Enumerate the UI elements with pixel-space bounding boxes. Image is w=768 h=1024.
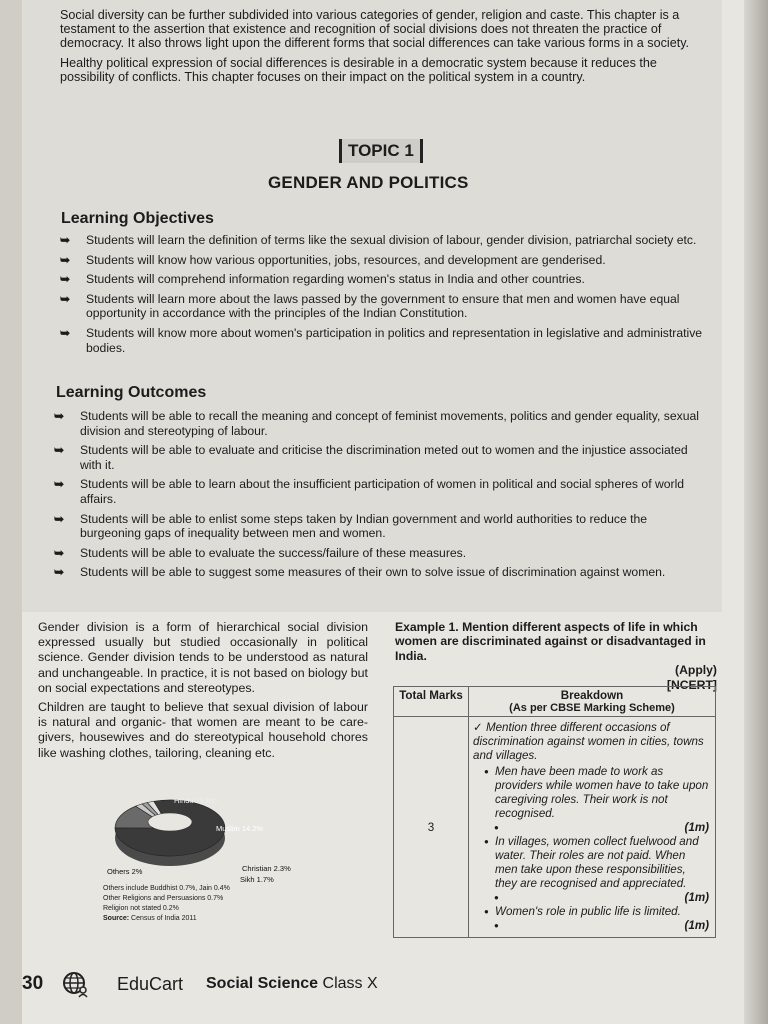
example-text: Mention different aspects of life in which women are discriminated against or disadvantaged in India.	[395, 620, 706, 663]
list-item: ➥ Students will be able to enlist some steps taken by Indian government and world authorities to reduce the burgeoning gaps of inequality between men and women.	[54, 511, 648, 541]
example-question	[395, 620, 717, 692]
arrow-icon: ➥	[60, 252, 71, 267]
chart-note: Other Religions and Persuasions 0.7%	[103, 895, 224, 902]
arrow-icon: ➥	[60, 325, 71, 340]
col-total-marks: Total Marks	[394, 687, 469, 717]
pie-label-others: Others 2%	[107, 867, 143, 876]
pie-label-hindu: Hindu 79.8%	[174, 796, 217, 805]
list-item: ➥ Students will be able to suggest some measures of their own to solve issue of discrimination against women.	[54, 565, 666, 580]
pie-label-sikh: Sikh 1.7%	[240, 875, 274, 884]
chart-notes	[103, 884, 230, 924]
topic-title: GENDER AND POLITICS	[268, 173, 469, 192]
chart-note: Religion not stated 0.2%	[103, 905, 179, 912]
list-item: ➥ Students will comprehend information regarding women's status in India and other countries.	[60, 272, 585, 287]
list-item: ➥ Students will be able to recall the meaning and concept of feminist movements, politics and gender equality, sexual division and stereotyping of labour.	[54, 409, 699, 438]
list-item: ➥ Students will be able to learn about the insufficient participation of women in political and social spheres of world affairs.	[54, 477, 685, 506]
list-item: ● In villages, women collect fuelwood and water. Their roles are not paid. When men take upon these responsibilities, they are recognised and appreciated. ● (1m)	[485, 835, 709, 905]
breakdown-cell	[469, 717, 716, 938]
religion-pie-chart	[100, 786, 300, 884]
list-item: ➥ Students will know how various opportunities, jobs, resources, and development are genderised.	[60, 252, 606, 267]
intro-paragraph-2: Healthy political expression of social differences is desirable in a democratic system because it reduces the possibility of conflicts. This chapter focuses on their impact on the political system in a country.	[60, 55, 657, 84]
objectives-list	[60, 233, 706, 360]
total-marks-value: 3	[394, 717, 469, 938]
pie-hole	[148, 813, 192, 831]
body-paragraph-2: Children are taught to believe that sexual division of labour is natural and organic- that women are meant to be care-givers, housewives and do stereotypical household chores like washing clothes, tailoring, cleaning etc.	[38, 700, 368, 760]
example-title: Example 1.	[395, 620, 459, 634]
arrow-icon: ➥	[54, 545, 65, 560]
list-item: ➥ Students will be able to evaluate the success/failure of these measures.	[54, 545, 467, 560]
arrow-icon: ➥	[60, 272, 71, 287]
chart-note: Others include Buddhist 0.7%, Jain 0.4%	[103, 885, 230, 892]
marking-table	[393, 686, 716, 938]
body-paragraph-1: Gender division is a form of hierarchical social division expressed usually but studied occasionally in political science. Gender division tends to be understood as natural and unchangeable. In practice, it is not based on biology but on social expectations and stereotypes.	[38, 620, 368, 695]
body-text	[38, 620, 368, 765]
example-level: (Apply)	[675, 663, 717, 678]
arrow-icon: ➥	[54, 477, 65, 492]
breakdown-intro: ✓ Mention three different occasions of discrimination against women in cities, towns and villages.	[473, 721, 704, 762]
pie-label-christian: Christian 2.3%	[242, 864, 291, 873]
chart-source: Source: Census of India 2011	[103, 915, 197, 922]
list-item: ● Men have been made to work as providers while women have to take upon caregiving roles. Their work is not recognised. ● (1m)	[485, 765, 709, 835]
arrow-icon: ➥	[54, 511, 65, 526]
objectives-heading: Learning Objectives	[61, 210, 214, 227]
topic-label: TOPIC 1	[339, 139, 423, 163]
page-edge-shadow	[744, 0, 768, 1024]
arrow-icon: ➥	[54, 443, 65, 458]
arrow-icon: ➥	[54, 409, 65, 423]
outcomes-heading: Learning Outcomes	[56, 384, 207, 401]
list-item: ➥ Students will learn the definition of terms like the sexual division of labour, gender division, patriarchal society etc.	[60, 233, 697, 247]
list-item: ➥ Students will learn more about the laws passed by the government to ensure that men and women have equal opportunity in accordance with the principles of the Indian Constitution.	[60, 291, 680, 321]
arrow-icon: ➥	[54, 565, 65, 580]
pie-label-muslim: Muslim 14.2%	[216, 824, 264, 833]
list-item: ● Women's role in public life is limited. ● (1m)	[485, 905, 709, 933]
example-ref: [NCERT]	[666, 677, 717, 692]
list-item: ➥ Students will be able to evaluate and criticise the discrimination meted out to women and the injustice associated with it.	[54, 443, 688, 472]
arrow-icon: ➥	[60, 233, 71, 247]
breakdown-points	[473, 765, 709, 933]
intro-paragraph-1: Social diversity can be further subdivided into various categories of gender, religion and caste. This chapter is a testament to the assertion that existence and recognition of social divisions does not threaten the practice of democracy. It also throws light upon the different forms that social differences can take various forms in a society.	[60, 8, 690, 51]
check-icon: ✓	[473, 721, 483, 734]
globe-icon	[62, 970, 90, 998]
col-breakdown: Breakdown (As per CBSE Marking Scheme)	[469, 687, 716, 717]
outcomes-list	[54, 409, 709, 585]
subject-title: Social Science Class X	[206, 975, 378, 992]
intro-text	[60, 8, 706, 89]
page-footer	[22, 968, 402, 1000]
brand-logo: EduCart	[117, 974, 184, 994]
list-item: ➥ Students will know more about women's participation in politics and representation in legislative and administrative bodies.	[60, 325, 703, 355]
page-number: 30	[22, 973, 44, 994]
arrow-icon: ➥	[60, 291, 71, 306]
